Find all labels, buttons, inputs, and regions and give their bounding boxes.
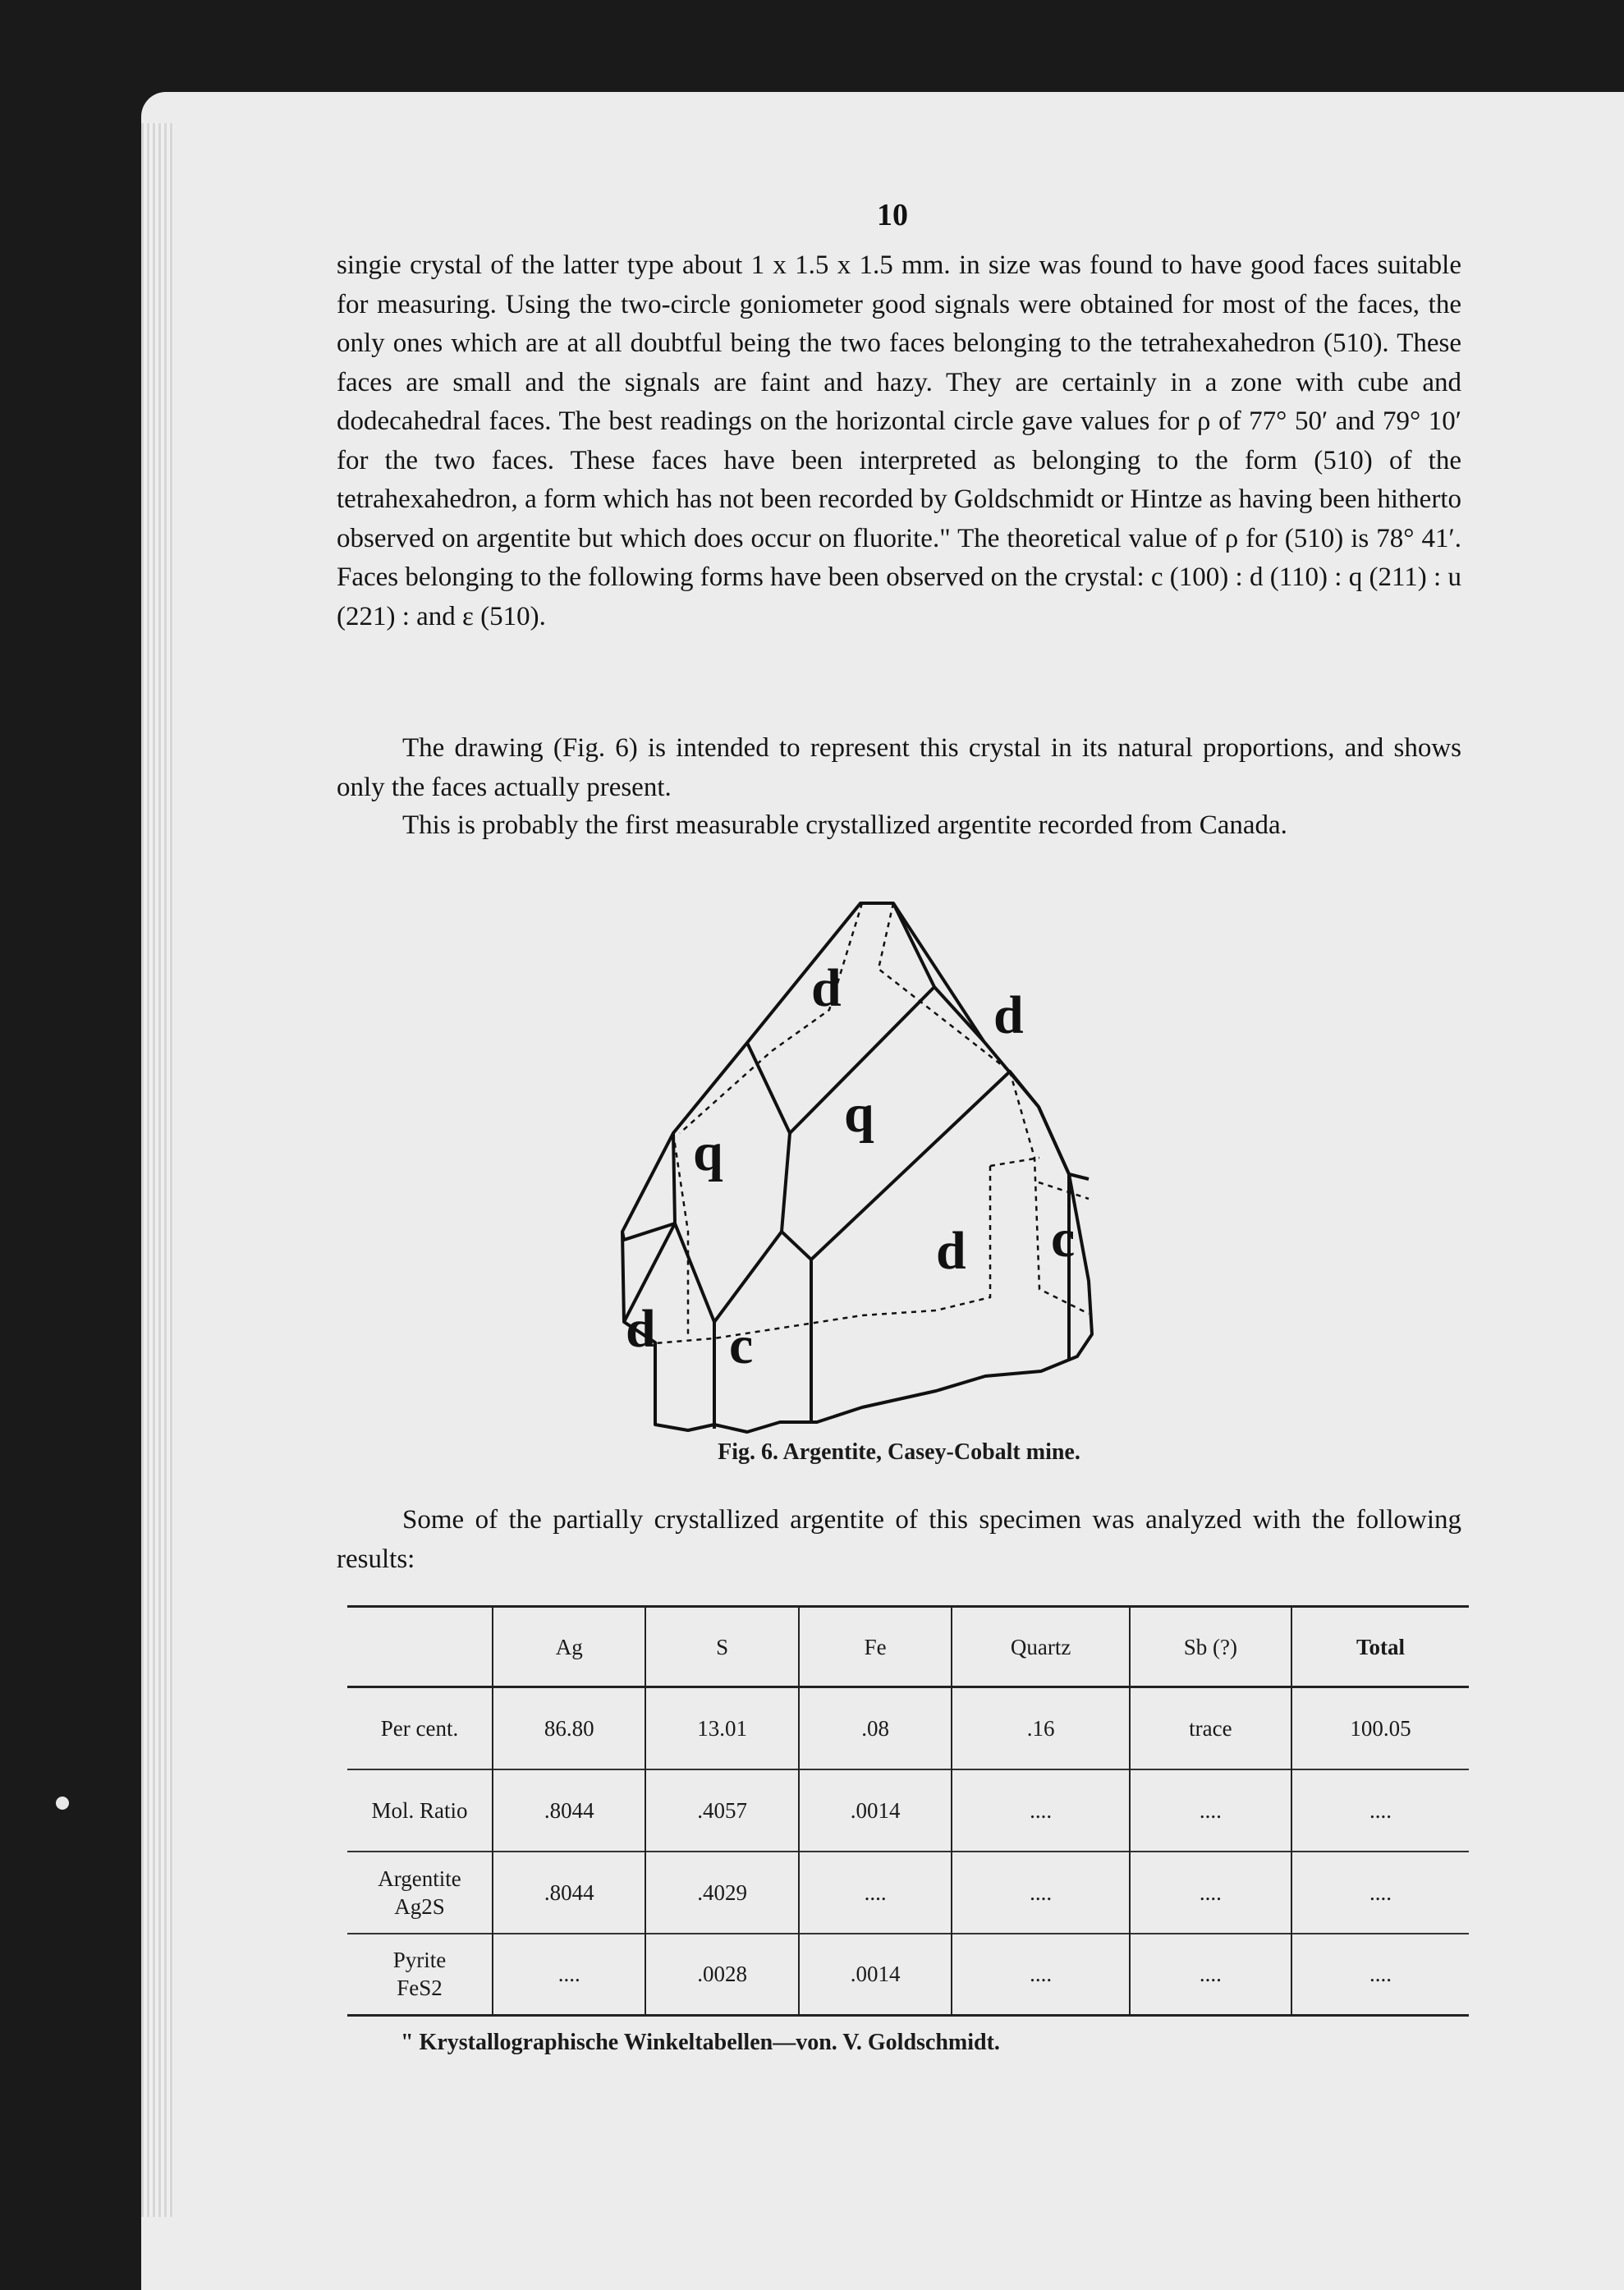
table-header-cell: Total bbox=[1291, 1607, 1469, 1687]
table-header-cell: S bbox=[645, 1607, 798, 1687]
row-label-line1: Argentite bbox=[378, 1866, 461, 1891]
paragraph-measurement: singie crystal of the latter type about 1 x 1.5 x 1.5 mm. in size was found to have good faces suitable for measuring. Using the two-circle goniometer good signals were obtained for most of the faces, the only ones which are at all doubtful being the two faces belonging to the tetrahexahedron (510). These faces are small and the signals are faint and hazy. They are certainly in a zone with cube and dodecahedral faces. The best readings on the horizontal circle gave values for ρ of 77° 50′ and 79° 10′ for the two faces. These faces have been interpreted as belonging to the form (510) of the tetrahexahedron, a form which has not been recorded by Goldschmidt or Hintze as having been hitherto observed on argentite but which does occur on fluorite." The theoretical value of ρ for (510) is 78° 41′. Faces belonging to the following forms have been observed on the crystal: c (100) : d (110) : q (211) : u (221) : and ε (510). bbox=[337, 250, 1461, 631]
paragraph-canada: This is probably the first measurable crystallized argentite recorded from Canada. bbox=[402, 810, 1287, 840]
page-number: 10 bbox=[877, 198, 908, 232]
face-label-c-bottom: c bbox=[729, 1315, 754, 1375]
row-label: Per cent. bbox=[380, 1715, 459, 1741]
hidden-edge-2 bbox=[879, 903, 1010, 1072]
table-header-cell: Quartz bbox=[952, 1607, 1130, 1687]
table-cell: .4057 bbox=[645, 1769, 798, 1852]
face-label-q-center: q bbox=[844, 1084, 874, 1144]
row-label bbox=[347, 1852, 493, 1934]
table-cell: .... bbox=[1291, 1934, 1469, 2016]
table-cell: 100.05 bbox=[1291, 1687, 1469, 1769]
table-row bbox=[347, 1852, 1469, 1934]
table-cell: .8044 bbox=[493, 1769, 645, 1852]
row-label-line1: Pyrite bbox=[392, 1948, 447, 1973]
table-cell: .... bbox=[1291, 1769, 1469, 1852]
table-cell: trace bbox=[1130, 1687, 1291, 1769]
table-cell: 13.01 bbox=[645, 1687, 798, 1769]
face-label-q-left: q bbox=[693, 1122, 723, 1182]
edge-c-bottom bbox=[675, 1223, 782, 1322]
crystal-drawing bbox=[591, 887, 1199, 1445]
analysis-intro: Some of the partially crystallized argentite of this specimen was analyzed with the following results: bbox=[337, 1505, 1461, 1574]
scan-speck bbox=[56, 1797, 69, 1810]
row-label bbox=[347, 1934, 493, 2016]
table-cell: .... bbox=[493, 1934, 645, 2016]
table-cell: .08 bbox=[799, 1687, 952, 1769]
table-row bbox=[347, 1687, 1469, 1769]
table-cell: .8044 bbox=[493, 1852, 645, 1934]
face-label-d-right: d bbox=[993, 985, 1024, 1045]
table-cell: .... bbox=[1291, 1852, 1469, 1934]
figure-caption: Fig. 6. Argentite, Casey-Cobalt mine. bbox=[718, 1439, 1080, 1465]
table-cell: .... bbox=[799, 1852, 952, 1934]
footnote: " Krystallographische Winkeltabellen—von. V. Goldschmidt. bbox=[401, 2030, 1000, 2055]
table-cell: .... bbox=[1130, 1934, 1291, 2016]
table-cell: .0028 bbox=[645, 1934, 798, 2016]
paragraph-drawing: The drawing (Fig. 6) is intended to represent this crystal in its natural proportions, and shows only the faces actually present. bbox=[337, 733, 1461, 802]
table-row bbox=[347, 1934, 1469, 2016]
table-cell: .... bbox=[952, 1934, 1130, 2016]
edge-q-right bbox=[782, 1072, 1039, 1260]
hidden-edge-4 bbox=[990, 1158, 1039, 1166]
row-label-line2: Ag2S bbox=[394, 1893, 445, 1919]
face-label-d-center: d bbox=[936, 1221, 966, 1281]
table-header-cell: Ag bbox=[493, 1607, 645, 1687]
analysis-table bbox=[347, 1605, 1469, 2017]
table-header-cell: Fe bbox=[799, 1607, 952, 1687]
table-cell: .16 bbox=[952, 1687, 1130, 1769]
face-label-d-top: d bbox=[811, 958, 842, 1018]
face-label-d-left: d bbox=[626, 1299, 656, 1359]
table-cell: 86.80 bbox=[493, 1687, 645, 1769]
edge-c-right-top bbox=[1039, 1107, 1089, 1179]
table-header-cell: Sb (?) bbox=[1130, 1607, 1291, 1687]
page-edge bbox=[141, 123, 174, 2217]
row-label-line2: FeS2 bbox=[397, 1976, 443, 2001]
face-label-c-right: c bbox=[1051, 1209, 1076, 1269]
table-cell: .0014 bbox=[799, 1934, 952, 2016]
row-label: Mol. Ratio bbox=[371, 1797, 468, 1823]
table-cell: .... bbox=[952, 1769, 1130, 1852]
table-cell: .... bbox=[1130, 1769, 1291, 1852]
table-cell: .4029 bbox=[645, 1852, 798, 1934]
hidden-edge-3 bbox=[1010, 1072, 1089, 1314]
hidden-edge-1 bbox=[680, 903, 862, 1133]
table-header-cell bbox=[347, 1607, 493, 1687]
hidden-edge-7 bbox=[1039, 1182, 1089, 1199]
table-cell: .0014 bbox=[799, 1769, 952, 1852]
table-cell: .... bbox=[1130, 1852, 1291, 1934]
table-cell: .... bbox=[952, 1852, 1130, 1934]
table-row bbox=[347, 1769, 1469, 1852]
table-header-row bbox=[347, 1607, 1469, 1687]
